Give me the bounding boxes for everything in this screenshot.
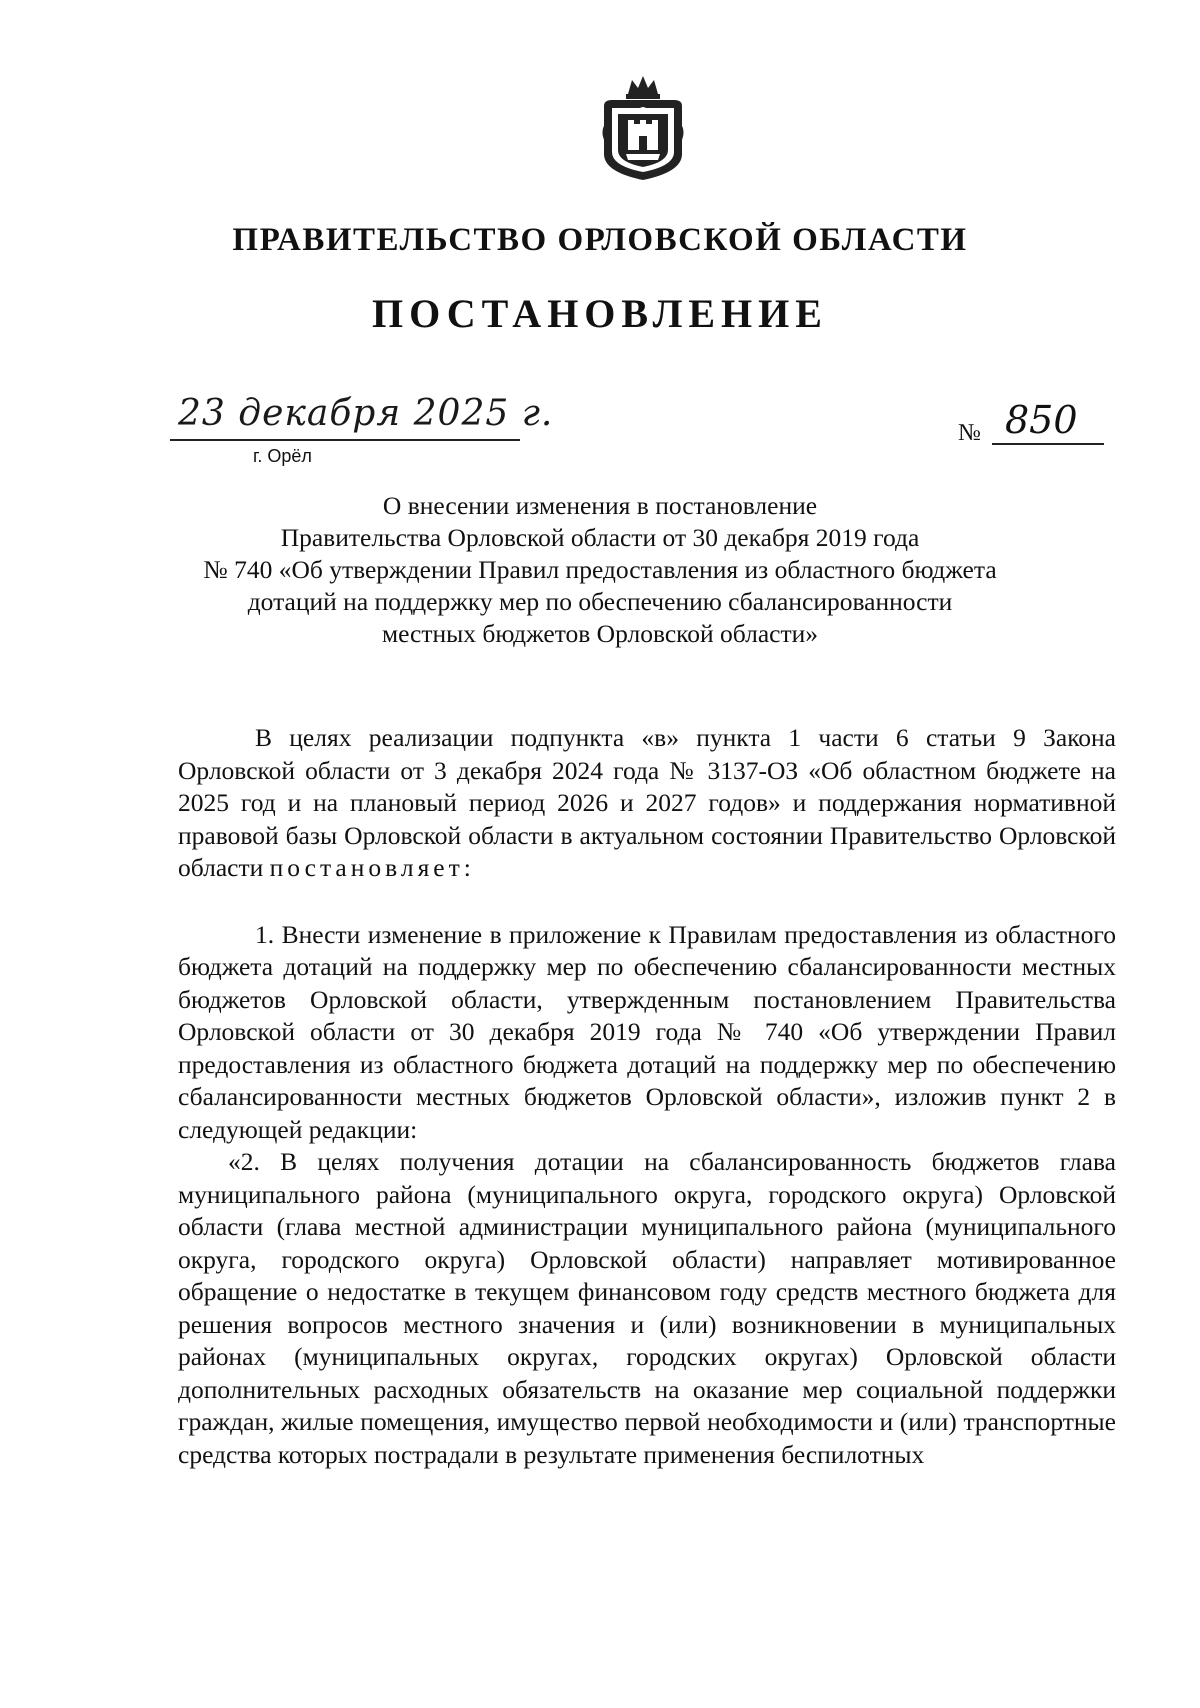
- title-line: № 740 «Об утверждении Правил предоставления из областного бюджета: [203, 555, 997, 584]
- document-type-heading: ПОСТАНОВЛЕНИЕ: [372, 291, 828, 336]
- item-1-paragraph: 1. Внести изменение в приложение к Правилам предоставления из областного бюджета дотаций на поддержку мер по обеспечению сбалансированности местных бюджетов Орловской области, утвержденным постановлением Правительства Орловской области от 30 декабря 2019 года № 740 «Об утверждении Правил предоставления из областного бюджета дотаций на поддержку мер по обеспечению сбалансированности местных бюджетов Орловской области», изложив пункт 2 в следующей редакции:: [178, 919, 1116, 1144]
- preamble-text: В целях реализации подпункта «в» пункта 1 части 6 статьи 9 Закона Орловской области от 3 декабря 2024 года № 3137-ОЗ «Об областном бюджете на 2025 год и на плановый период 2026 и 2027 годов» и поддержания нормативной правовой базы Орловской области в актуальном состоянии Правительство Орловской области: [178, 723, 1116, 882]
- preamble-action: постановляет:: [269, 853, 475, 882]
- item-2-paragraph: «2. В целях получения дотации на сбалансированность бюджетов глава муниципального района (муниципального округа, городского округа) Орловской области (глава местной администрации муниципального района (муниципального округа, городского округа) Орловской области) направляет мотивированное обращение о недостатке в текущем финансовом году средств местного бюджета для решения вопросов местного значения и (или) возникновении в муниципальных районах (муниципальных округах, городских округах) Орловской области дополнительных расходных обязательств на оказание мер социальной поддержки граждан, жилые помещения, имущество первой необходимости и (или) транспортные средства которых пострадали в результате применения беспилотных: [178, 1147, 1116, 1469]
- city-label: г. Орёл: [253, 446, 312, 466]
- number-label: №: [958, 420, 981, 446]
- title-line: дотаций на поддержку мер по обеспечению сбалансированности: [247, 587, 953, 616]
- handwritten-number: 850: [1005, 398, 1078, 442]
- date-field: [170, 393, 554, 439]
- document-title: [150, 490, 1050, 650]
- title-line: Правительства Орловской области от 30 декабря 2019 года: [280, 523, 920, 552]
- handwritten-date: 23 декабря 2025 г.: [178, 393, 554, 434]
- number-underline: [992, 443, 1104, 445]
- preamble-paragraph: [178, 722, 1116, 885]
- organization-title: ПРАВИТЕЛЬСТВО ОРЛОВСКОЙ ОБЛАСТИ: [232, 222, 968, 258]
- date-underline: [170, 439, 520, 441]
- title-line: местных бюджетов Орловской области»: [381, 619, 819, 648]
- document-body: [178, 722, 1116, 1471]
- title-line: О внесении изменения в постановление: [382, 491, 818, 520]
- coat-of-arms-icon: [598, 72, 688, 184]
